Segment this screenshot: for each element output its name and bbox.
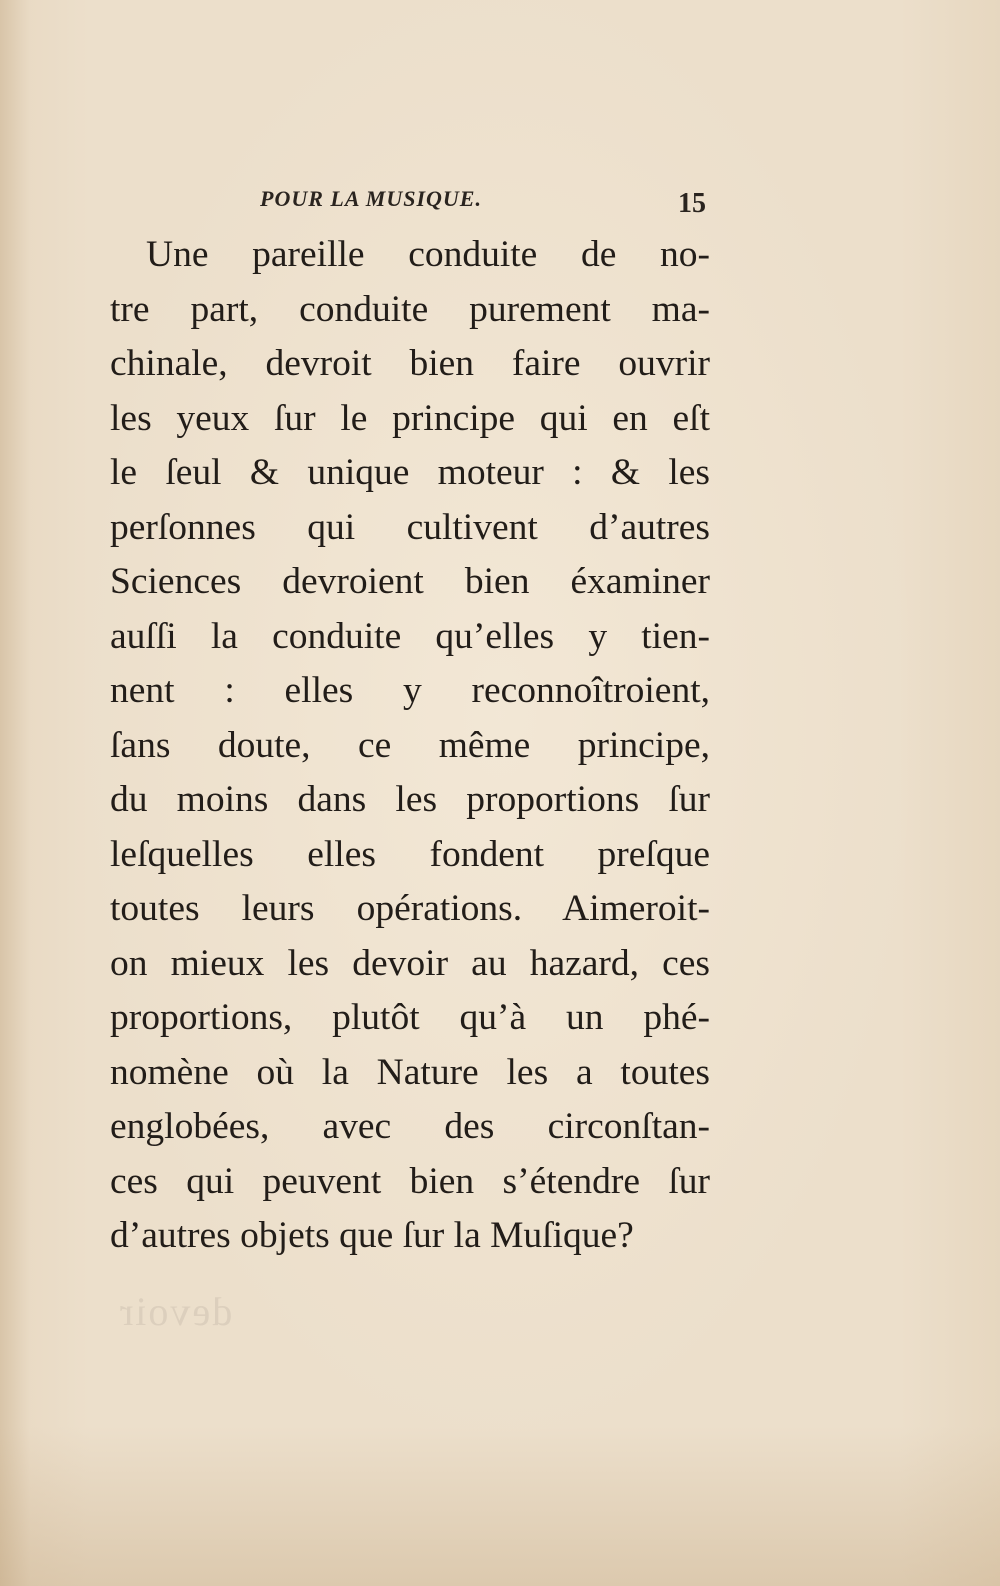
text-line: proportions, plutôt qu’à un phé- (110, 997, 710, 1038)
text-line: toutes leurs opérations. Aimeroit- (110, 888, 710, 929)
running-head (110, 186, 708, 226)
text-line: nomène où la Nature les a toutes (110, 1051, 710, 1093)
running-title: POUR LA MUSIQUE. (260, 186, 482, 211)
text-line: les yeux ſur le principe qui en eſt (110, 397, 710, 439)
text-line: chinale, devroit bien faire ouvrir (110, 343, 710, 384)
text-line: englobées, avec des circonſtan- (110, 1106, 710, 1147)
page-shadow (0, 1426, 1000, 1586)
text-line: auſſi la conduite qu’elles y tien- (110, 615, 710, 657)
body-text (110, 228, 710, 1264)
text-line: d’autres objets que ſur la Muſique? (110, 1215, 634, 1256)
text-line: on mieux les devoir au hazard, ces (110, 942, 710, 984)
text-line: Une pareille conduite de no- (146, 234, 710, 275)
text-line: tre part, conduite purement ma- (110, 288, 710, 330)
text-line: le ſeul & unique moteur : & les (110, 452, 710, 493)
page-number: 15 (678, 188, 706, 219)
text-line: perſonnes qui cultivent d’autres (110, 506, 710, 548)
text-line: du moins dans les proportions ſur (110, 779, 710, 820)
text-line: ces qui peuvent bien s’étendre ſur (110, 1160, 710, 1202)
text-line: Sciences devroient bien éxaminer (110, 561, 710, 602)
text-line: nent : elles y reconnoîtroient, (110, 670, 710, 711)
show-through-text: devoir (118, 1289, 233, 1334)
text-line: ſans doute, ce même principe, (110, 724, 710, 766)
text-line: leſquelles elles fondent preſque (110, 833, 710, 875)
